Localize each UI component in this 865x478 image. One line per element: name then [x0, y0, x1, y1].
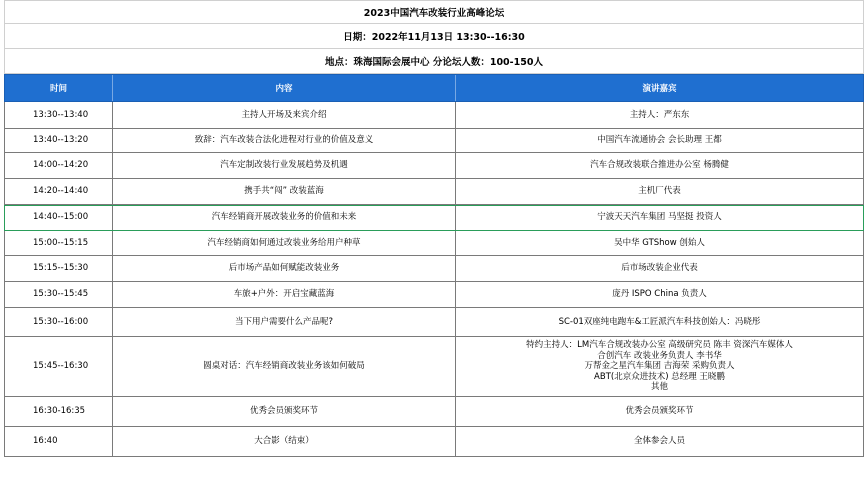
cell-time[interactable]: 14:20--14:40 [5, 179, 113, 204]
cell-speaker[interactable] [456, 282, 863, 307]
speaker-line: 汽车合规改装联合推进办公室 杨腾健 [590, 160, 729, 171]
cell-time[interactable]: 16:30-16:35 [5, 397, 113, 426]
forum-title: 2023中国汽车改装行业高峰论坛 [4, 0, 864, 24]
speaker-line: ABT(北京众进技术) 总经理 王晓鹏 [594, 371, 725, 382]
cell-time[interactable]: 15:30--15:45 [5, 282, 113, 307]
column-header-speaker[interactable]: 演讲嘉宾 [642, 84, 677, 94]
table-row [4, 179, 864, 205]
forum-venue: 地点：珠海国际会展中心 分论坛人数：100-150人 [4, 49, 864, 74]
cell-speaker[interactable] [456, 308, 863, 336]
speaker-line: 其他 [650, 382, 668, 393]
speaker-lines [526, 340, 793, 393]
cell-content[interactable]: 汽车经销商如何通过改装业务给用户种草 [113, 231, 456, 255]
speaker-line: 主持人：严东东 [629, 109, 690, 120]
forum-date: 日期：2022年11月13日 13:30--16:30 [4, 24, 864, 49]
table-row [4, 282, 864, 308]
agenda-table-body [4, 102, 864, 457]
cell-speaker[interactable] [456, 129, 863, 152]
cell-speaker[interactable] [456, 205, 863, 230]
speaker-lines [559, 317, 761, 328]
cell-time[interactable]: 14:40--15:00 [5, 205, 113, 230]
speaker-line: 吴中华 GTShow 创始人 [614, 237, 705, 248]
cell-speaker[interactable] [456, 397, 863, 426]
cell-time[interactable]: 15:30--16:00 [5, 308, 113, 336]
speaker-lines [590, 160, 729, 171]
speaker-lines [625, 406, 693, 417]
cell-time[interactable]: 16:40 [5, 427, 113, 456]
speaker-lines [630, 110, 690, 121]
cell-time[interactable]: 13:30--13:40 [5, 102, 113, 128]
cell-time[interactable]: 15:00--15:15 [5, 231, 113, 255]
table-row [4, 231, 864, 256]
table-row [4, 153, 864, 179]
cell-content[interactable]: 圆桌对话：汽车经销商改装业务该如何破局 [113, 337, 456, 396]
cell-content[interactable]: 车旅+户外：开启宝藏蓝海 [113, 282, 456, 307]
table-header [4, 74, 864, 102]
table-row [4, 102, 864, 129]
speaker-line: 主机厂代表 [638, 186, 681, 197]
speaker-line: 庞丹 ISPO China 负责人 [612, 289, 707, 300]
speaker-line: 后市场改装企业代表 [621, 263, 698, 274]
speaker-lines [597, 212, 721, 223]
cell-content[interactable]: 致辞：汽车改装合法化进程对行业的价值及意义 [113, 129, 456, 152]
speaker-line: 合创汽车 改装业务负责人 李书华 [597, 350, 722, 361]
cell-content[interactable]: 汽车经销商开展改装业务的价值和未来 [113, 205, 456, 230]
speaker-lines [612, 289, 707, 300]
table-row [4, 308, 864, 337]
cell-content[interactable]: 主持人开场及来宾介绍 [113, 102, 456, 128]
cell-content[interactable]: 优秀会员颁奖环节 [113, 397, 456, 426]
cell-content[interactable]: 携手共“闯” 改装蓝海 [113, 179, 456, 204]
table-row [4, 397, 864, 427]
cell-content[interactable]: 大合影（结束） [113, 427, 456, 456]
speaker-line: 中国汽车流通协会 会长助理 王都 [597, 135, 722, 146]
cell-content[interactable]: 汽车定制改装行业发展趋势及机遇 [113, 153, 456, 178]
cell-speaker[interactable] [456, 179, 863, 204]
cell-time[interactable]: 15:45--16:30 [5, 337, 113, 396]
cell-speaker[interactable] [456, 102, 863, 128]
speaker-lines [638, 186, 681, 197]
speaker-lines [614, 238, 705, 249]
cell-content[interactable]: 后市场产品如何赋能改装业务 [113, 256, 456, 281]
speaker-lines [597, 135, 721, 146]
table-row [4, 337, 864, 397]
cell-speaker[interactable] [456, 427, 863, 456]
cell-speaker[interactable] [456, 337, 863, 396]
column-header-time[interactable]: 时间 [5, 75, 113, 101]
table-row [4, 129, 864, 153]
speaker-lines [634, 436, 685, 447]
speaker-lines [621, 263, 698, 274]
table-row [4, 427, 864, 457]
speaker-line: 宁波天天汽车集团 马坚挺 投资人 [597, 212, 722, 223]
cell-speaker[interactable] [456, 231, 863, 255]
cell-time[interactable]: 13:40--13:20 [5, 129, 113, 152]
column-header-content[interactable]: 内容 [113, 75, 456, 101]
cell-speaker[interactable] [456, 256, 863, 281]
speaker-line: 优秀会员颁奖环节 [625, 406, 694, 417]
cell-content[interactable]: 当下用户需要什么产品呢? [113, 308, 456, 336]
speaker-line: 特约主持人：LM汽车合规改装办公室 高级研究员 陈丰 资深汽车媒体人 [526, 340, 793, 351]
speaker-line: SC-01双座纯电跑车&工匠派汽车科技创始人：冯晓彤 [558, 316, 761, 327]
cell-time[interactable]: 15:15--15:30 [5, 256, 113, 281]
speaker-line: 万帮金之星汽车集团 吉海荣 采购负责人 [584, 361, 735, 372]
table-row [4, 256, 864, 282]
speaker-line: 全体参会人员 [633, 436, 685, 447]
cell-time[interactable]: 14:00--14:20 [5, 153, 113, 178]
cell-speaker[interactable] [456, 153, 863, 178]
table-row [4, 205, 864, 231]
